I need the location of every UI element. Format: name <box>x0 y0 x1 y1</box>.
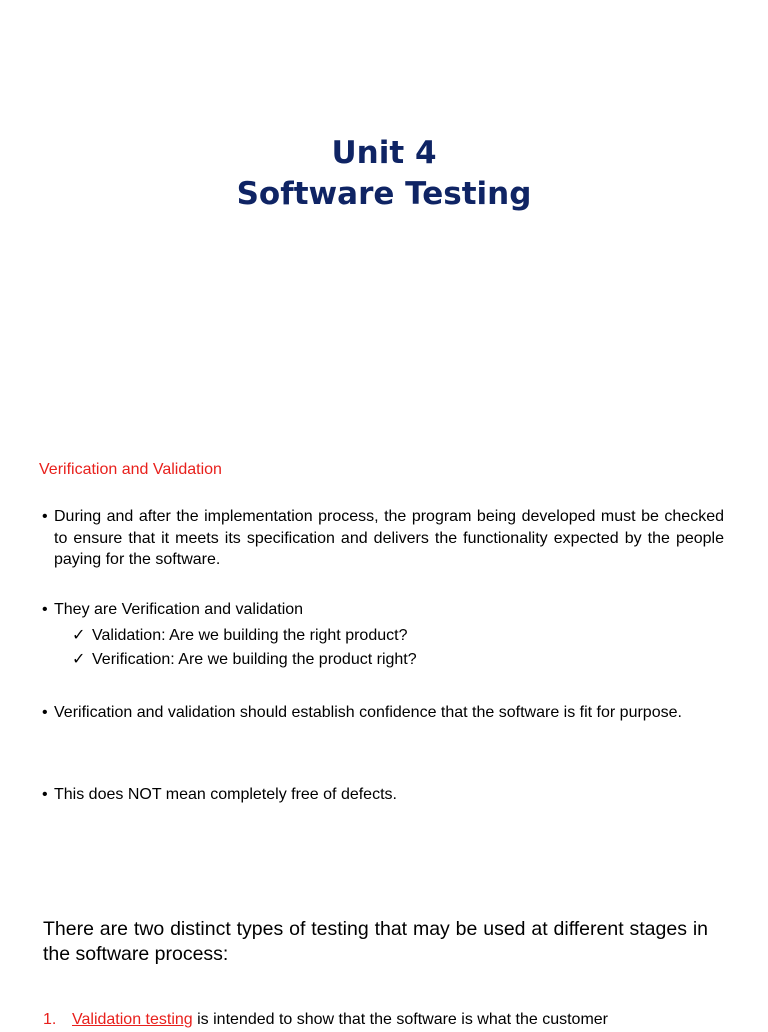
bullet-item <box>42 702 717 724</box>
bullet-icon: • <box>42 601 48 618</box>
item-number: 1. <box>43 1011 57 1028</box>
body-paragraph: There are two distinct types of testing that may be used at different stages in the software process: <box>43 918 708 965</box>
bullet-icon: • <box>42 508 48 525</box>
section-heading: Verification and Validation <box>39 461 222 478</box>
checkmark-icon: ✓ <box>72 627 86 644</box>
slide-title <box>0 133 768 215</box>
bullet-text: This does NOT mean completely free of defects. <box>54 786 397 803</box>
bullet-icon: • <box>42 786 48 803</box>
title-line-1: Unit 4 <box>331 135 437 171</box>
bullet-icon: • <box>42 704 48 721</box>
bullet-text: They are Verification and validation <box>54 601 304 618</box>
check-item <box>72 649 417 670</box>
check-item <box>72 625 407 646</box>
bullet-item <box>42 506 724 571</box>
item-term: Validation testing <box>72 1011 193 1028</box>
bullet-text: Verification and validation should establish confidence that the software is fit for purpose. <box>54 704 682 721</box>
bullet-item <box>42 784 724 806</box>
item-text: is intended to show that the software is what the customer <box>192 1011 608 1028</box>
bullet-item <box>42 599 724 621</box>
bullet-text: During and after the implementation process, the program being developed must be checked to ensure that it meets its specification and delivers the functionality expected by the people paying for the software. <box>54 508 724 568</box>
title-line-2: Software Testing <box>236 176 532 212</box>
checkmark-icon: ✓ <box>72 651 86 668</box>
numbered-item <box>43 1008 708 1032</box>
check-text: Verification: Are we building the product right? <box>92 651 417 668</box>
check-text: Validation: Are we building the right product? <box>92 627 408 644</box>
